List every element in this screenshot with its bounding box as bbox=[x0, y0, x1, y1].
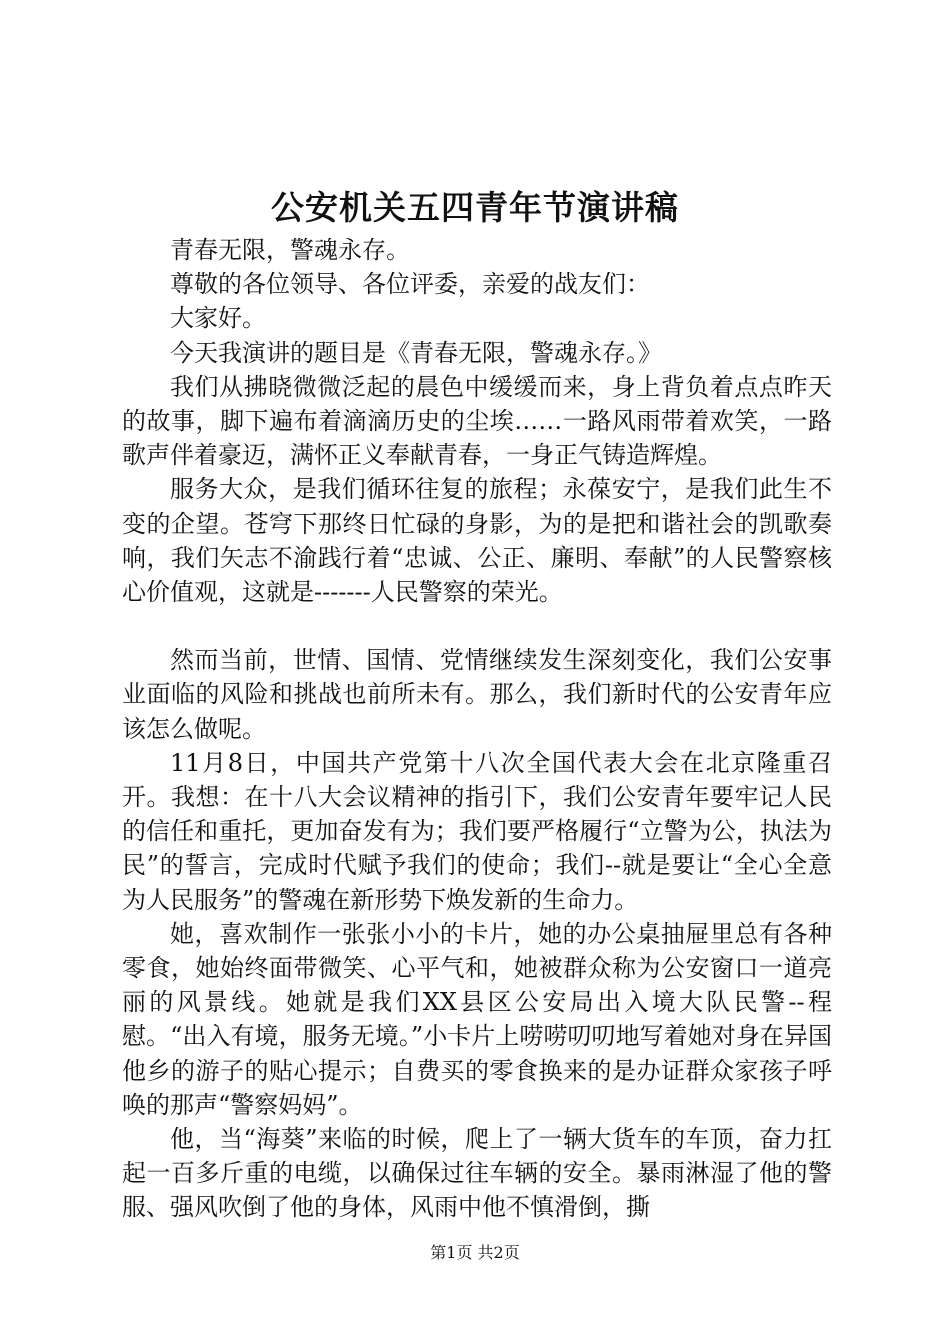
page-footer: 第1页 共2页 bbox=[430, 1243, 520, 1262]
paragraph: 今天我演讲的题目是《青春无限，警魂永存。》 bbox=[170, 338, 662, 367]
document-title: 公安机关五四青年节演讲稿 bbox=[271, 188, 679, 227]
paragraph: 大家好。 bbox=[170, 304, 266, 333]
paragraph: 尊敬的各位领导、各位评委，亲爱的战友们： bbox=[170, 270, 650, 299]
paragraph: 他，当“海葵”来临的时候，爬上了一辆大货车的车顶，奋力扛起一百多斤重的电缆，以确保过往车辆的安全。暴雨淋湿了他的警服、强风吹倒了他的身体，风雨中他不慎滑倒，撕 bbox=[122, 1125, 832, 1222]
paragraph: 我们从拂晓微微泛起的晨色中缓缓而来，身上背负着点点昨天的故事，脚下遍布着滴滴历史的尘埃……一路风雨带着欢笑，一路歌声伴着豪迈，满怀正义奉献青春，一身正气铸造辉煌。 bbox=[122, 372, 832, 470]
document-body bbox=[122, 233, 832, 1225]
paragraph: 她，喜欢制作一张张小小的卡片，她的办公桌抽屉里总有各种零食，她始终面带微笑、心平气和，她被群众称为公安窗口一道亮丽的风景线。她就是我们XX县区公安局出入境大队民警--程慰。“出入有境，服务无境。”小卡片上唠唠叨叨地写着她对身在异国他乡的游子的贴心提示；自费买的零食换来的是办证群众家孩子呼唤的那声“警察妈妈”。 bbox=[122, 919, 832, 1119]
paragraph: 11月8日，中国共产党第十八次全国代表大会在北京隆重召开。我想：在十八大会议精神的指引下，我们公安青年要牢记人民的信任和重托，更加奋发有为；我们要严格履行“立警为公，执法为民”的誓言，完成时代赋予我们的使命；我们--就是要让“全心全意为人民服务”的警魂在新形势下焕发新的生命力。 bbox=[122, 748, 832, 914]
paragraph: 青春无限，警魂永存。 bbox=[170, 236, 410, 264]
paragraph: 然而当前，世情、国情、党情继续发生深刻变化，我们公安事业面临的风险和挑战也前所未有。那么，我们新时代的公安青年应该怎么做呢。 bbox=[122, 646, 832, 743]
paragraph: 服务大众，是我们循环往复的旅程；永葆安宁，是我们此生不变的企望。苍穹下那终日忙碌的身影，为的是把和谐社会的凯歌奏响，我们矢志不渝践行着“忠诚、公正、廉明、奉献”的人民警察核心价值观，这就是-------人民警察的荣光。 bbox=[122, 475, 832, 607]
